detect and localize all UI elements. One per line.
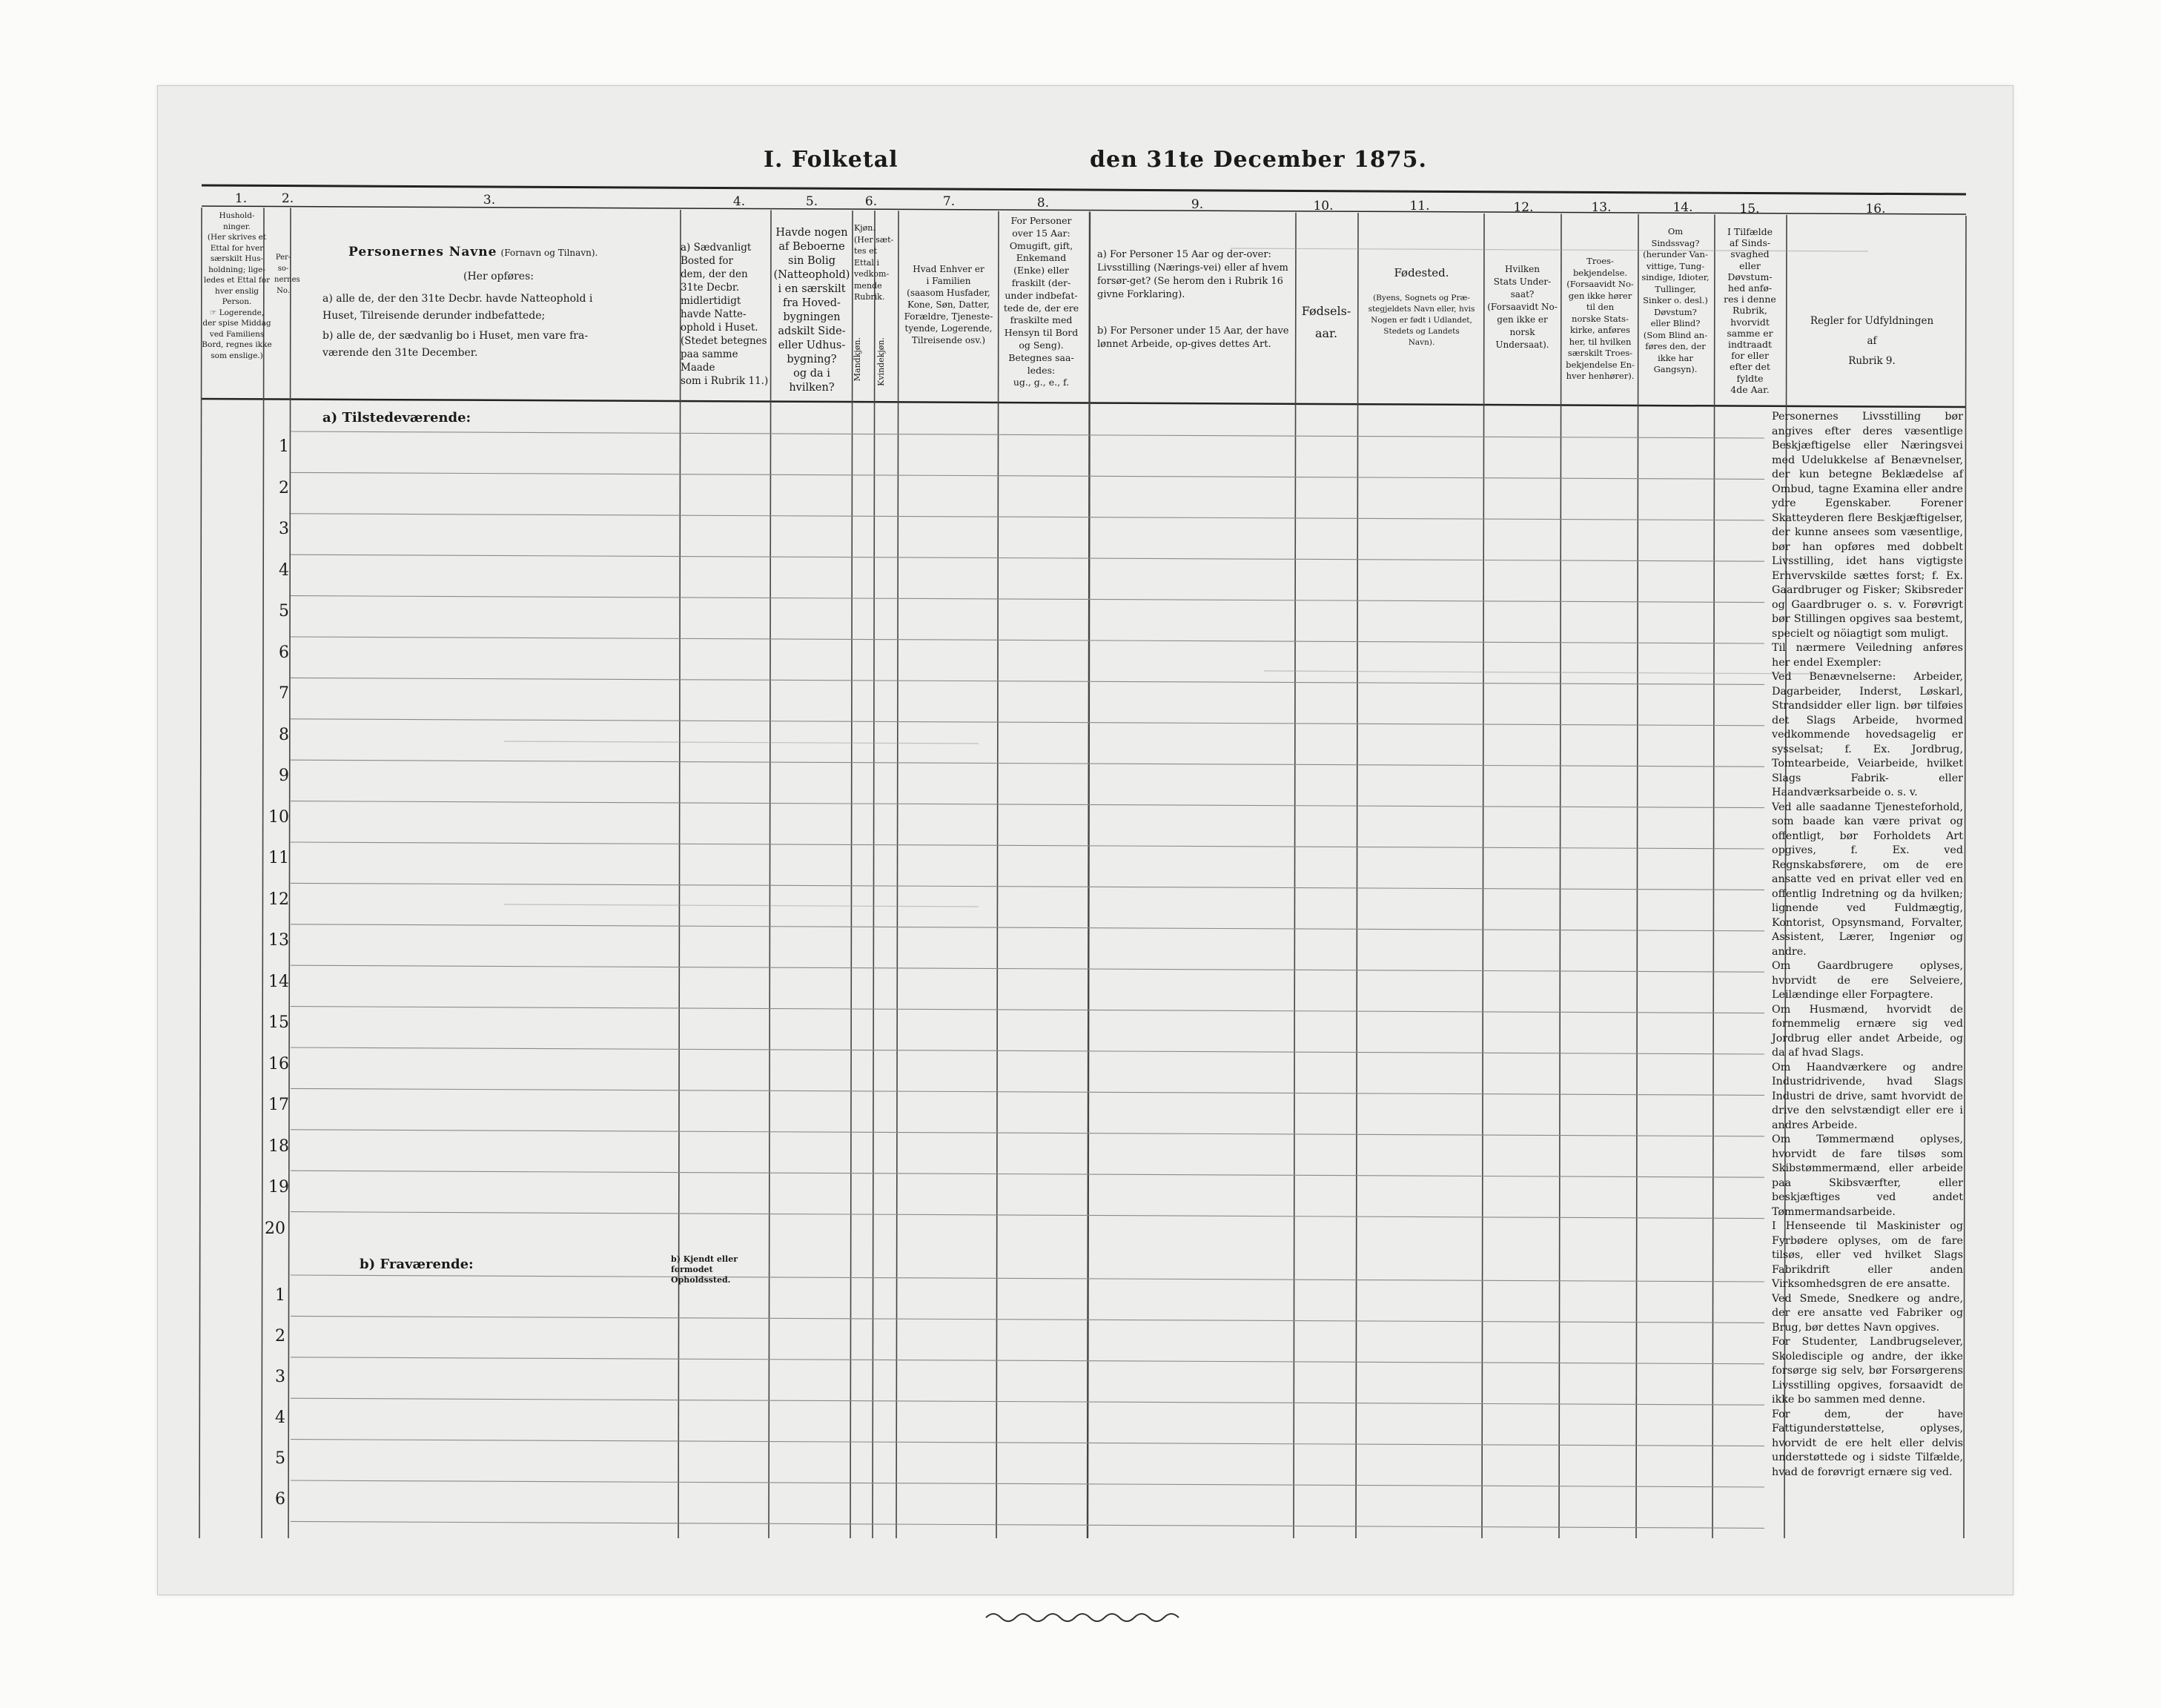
form-title-folketal: I. Folketal bbox=[764, 147, 899, 173]
column-rule bbox=[1712, 214, 1715, 1538]
column-rule bbox=[850, 211, 853, 1538]
row-rule bbox=[291, 1440, 1764, 1446]
row-number-present-18: 18 bbox=[268, 1137, 289, 1156]
column-rule bbox=[1559, 214, 1561, 1538]
row-rule bbox=[291, 1316, 1764, 1323]
row-number-present-8: 8 bbox=[279, 726, 289, 744]
row-number-present-19: 19 bbox=[268, 1178, 289, 1196]
header-col3-b: b) alle de, der sædvanlig bo i Huset, men vare fra-værende den 31te December. bbox=[322, 330, 589, 359]
colnum-4: 4. bbox=[732, 194, 746, 209]
column-rule bbox=[678, 210, 681, 1538]
row-rule bbox=[291, 760, 1764, 767]
header-col3-title-note: (Fornavn og Tilnavn). bbox=[500, 248, 598, 258]
row-rule bbox=[291, 1130, 1764, 1136]
section-absent: b) Fraværende: bbox=[360, 1257, 474, 1272]
row-number-absent-4: 4 bbox=[275, 1409, 285, 1427]
section-present: a) Tilstedeværende: bbox=[322, 410, 471, 426]
row-number-present-9: 9 bbox=[279, 767, 289, 785]
colnum-3: 3. bbox=[483, 193, 496, 208]
row-rule bbox=[291, 1357, 1764, 1364]
row-number-present-13: 13 bbox=[268, 931, 289, 950]
header-col3-title-row bbox=[348, 245, 598, 259]
row-rule bbox=[291, 801, 1764, 808]
absent-col4-note: b) Kjendt eller formodet Opholdssted. bbox=[671, 1254, 738, 1285]
row-rule bbox=[291, 1171, 1764, 1177]
column-rule bbox=[1964, 216, 1966, 1538]
colnum-12: 12. bbox=[1513, 200, 1534, 215]
rubric-9-instructions: Personernes Livsstilling bør angives efter deres væsentlige Beskjæftigelse eller Næringsvei med Udelukkelse af Benævnelser, der kun betegne Beklædelse af Ombud, tagne Examina eller andre ydre Egenskaber. Forener Skatteyderen flere Beskjæftigelser, der kunne ansees som væsentlige, bør han opføres med dobbelt Livsstilling, idet hans vigtigste Erhvervskilde sættes forst; f. Ex. Gaardbruger og Fisker; Skibsreder og Gaardbruger o. s. v. Forøvrigt bør Stillingen opgives saa bestemt, specielt og nöiagtigt som muligt. Til nærmere Veiledning anføres her endel Exempler: Ved Benævnelserne: Arbeider, Dagarbeider, Inderst, Løskarl, Strandsidder eller lign. bør tilføies det Slags Arbeide, hvormed vedkommende hovedsagelig er sysselsat; f. Ex. Jordbrug, Tomtearbeide, Veiarbeide, hvilket Slags Fabrik- eller Haandværksarbeide o. s. v. Ved alle saadanne Tjenesteforhold, som baade kan være privat og offentligt, bør Forholdets Art opgives, f. Ex. ved Regnskabsførere, om de ere ansatte ved en privat eller ved en offentlig Indretning og da hvilken; lignende ved Fuldmægtig, Kontorist, Opsynsmand, Forvalter, Assistent, Lærer, Ingeniør og andre. Om Gaardbrugere oplyses, hvorvidt de ere Selveiere, Leilændinge eller Forpagtere. Om Husmænd, hvorvidt de fornemmelig ernære sig ved Jordbrug eller andet Arbeide, og da af hvad Slags. Om Haandværkere og andre Industridrivende, hvad Slags Industri de drive, samt hvorvidt de drive den selvstændigt eller ere i andres Arbeide. Om Tømmermænd oplyses, hvorvidt de fare tilsøs som Skibstømmermænd, eller arbeide paa Skibsværfter, eller beskjæftiges ved andet Tømmermandsarbeide. I Henseende til Maskinister og Fyrbødere oplyses, om de fare tilsøs, eller ved hvilket Slags Fabrikdrift eller anden Virksomhedsgren de ere ansatte. Ved Smede, Snedkere og andre, der ere ansatte ved Fabriker og Brug, bør dettes Navn opgives. For Studenter, Landbrugselever, Skoledisciple og andre, der ikke forsørge sig selv, bør Forsørgerens Livsstilling opgives, forsaavidt de ikke bo sammen med denne. For dem, der have Fattigunderstøttelse, oplyses, hvorvidt de ere helt eller delvis understøttede og i sidste Tilfælde, hvad de forøvrigt ernære sig ved. bbox=[1772, 411, 1963, 1478]
row-number-absent-2: 2 bbox=[275, 1327, 285, 1345]
colnum-16: 16. bbox=[1865, 202, 1886, 216]
row-rule bbox=[291, 431, 1764, 438]
row-number-present-4: 4 bbox=[279, 561, 289, 580]
colnum-14: 14. bbox=[1672, 200, 1693, 215]
header-col13-faith: Troes- bekjendelse. (Forsaavidt No- gen ikke hører til den norske Stats- kirke, anføres her, til hvilken særskilt Troes- bekjendelse En- hver henhører). bbox=[1566, 256, 1635, 381]
colnum-7: 7. bbox=[942, 194, 956, 209]
row-number-absent-5: 5 bbox=[275, 1449, 285, 1468]
colnum-13: 13. bbox=[1591, 200, 1612, 215]
row-rule bbox=[291, 1521, 1764, 1528]
header-col11-birthplace: (Byens, Sognets og Præ- stegjeldets Navn eller, hvis Nogen er født i Udlandet, Stedets og Landets Navn). bbox=[1368, 294, 1475, 347]
form-title-date: den 31te December 1875. bbox=[1090, 147, 1427, 173]
header-col9-occupation-a: a) For Personer 15 Aar og der-over: Livsstilling (Nærings-vei) eller af hvem forsør-get? (Se herom den i Rubrik 16 givne Forklaring). bbox=[1097, 249, 1288, 300]
row-rule bbox=[291, 637, 1764, 643]
row-number-present-5: 5 bbox=[279, 602, 289, 620]
column-rule bbox=[769, 211, 771, 1538]
header-col6-male: Mandkjøn. bbox=[853, 337, 862, 382]
header-bottom-rule bbox=[202, 399, 1966, 407]
row-rule bbox=[291, 965, 1764, 972]
row-rule bbox=[291, 1088, 1764, 1095]
row-number-absent-3: 3 bbox=[275, 1368, 285, 1386]
pen-flourish bbox=[986, 1614, 1179, 1621]
colnum-6: 6. bbox=[864, 194, 878, 209]
colnum-8: 8. bbox=[1036, 196, 1050, 211]
row-number-present-10: 10 bbox=[268, 808, 289, 827]
header-col10-birth-year: Fødsels- aar. bbox=[1301, 304, 1351, 340]
row-rule bbox=[291, 719, 1764, 726]
row-number-present-12: 12 bbox=[268, 890, 289, 909]
header-col3-title: Personernes Navne bbox=[348, 245, 497, 259]
header-col16-rules: Regler for Udfyldningen af Rubrik 9. bbox=[1810, 315, 1934, 367]
colnum-15: 15. bbox=[1739, 202, 1760, 216]
column-rule bbox=[1294, 213, 1296, 1538]
row-number-absent-1: 1 bbox=[275, 1286, 285, 1305]
colnum-2: 2. bbox=[281, 191, 294, 206]
column-rule bbox=[199, 208, 202, 1538]
column-rule bbox=[288, 208, 291, 1538]
header-col4-residence: a) Sædvanligt Bosted for dem, der den 31te Decbr. midlertidigt havde Natte- ophold i Huset. (Stedet betegnes paa samme Maade som i Rubrik 11.) bbox=[681, 242, 769, 387]
row-rule bbox=[291, 1007, 1764, 1013]
header-col9-occupation-b: b) For Personer under 15 Aar, der have lønnet Arbeide, op-gives dettes Art. bbox=[1097, 325, 1289, 350]
row-rule bbox=[291, 883, 1764, 890]
row-rule bbox=[291, 842, 1764, 849]
row-number-present-7: 7 bbox=[279, 684, 289, 703]
row-rule bbox=[291, 1047, 1764, 1054]
header-col15-onset: I Tilfælde af Sinds- svaghed eller Døvstum- hed anfø- res i denne Rubrik, hvorvidt samme er indtraadt for eller efter det fyldte 4de Aar. bbox=[1724, 226, 1776, 395]
colnum-11: 11. bbox=[1409, 199, 1430, 214]
header-col8-marital: For Personer over 15 Aar: Omugift, gift, Enkemand (Enke) eller fraskilt (der- under indbefat- tede de, der ere fraskilte med Hensyn til Bord og Seng). Betegnes saa- ledes: ug., g., e., f. bbox=[1003, 215, 1079, 388]
row-rule bbox=[291, 1275, 1764, 1282]
header-col11-title: Fødested. bbox=[1394, 266, 1449, 279]
header-col7-family-role: Hvad Enhver er i Familien (saasom Husfader, Kone, Søn, Datter, Forældre, Tjeneste- tyende, Logerende, Tilreisende osv.) bbox=[904, 264, 993, 345]
column-rule bbox=[1482, 214, 1484, 1538]
row-number-present-16: 16 bbox=[268, 1055, 289, 1073]
row-rule bbox=[291, 472, 1764, 479]
row-number-present-1: 1 bbox=[279, 437, 289, 456]
row-number-present-20: 20 bbox=[265, 1219, 285, 1238]
row-rule bbox=[291, 555, 1764, 561]
row-rule bbox=[291, 1398, 1764, 1405]
colnum-1: 1. bbox=[234, 191, 248, 206]
column-rule bbox=[996, 211, 999, 1538]
row-rule bbox=[291, 596, 1764, 603]
row-rule bbox=[291, 1212, 1764, 1219]
row-number-present-6: 6 bbox=[279, 643, 289, 662]
header-col3-sub: (Her opføres: bbox=[463, 271, 534, 282]
header-col12-citizenship: Hvilken Stats Under- saat? (Forsaavidt No- gen ikke er norsk Undersaat). bbox=[1487, 264, 1558, 350]
header-col6-female: Kvindekjøn. bbox=[876, 337, 886, 386]
header-col3-a: a) alle de, der den 31te Decbr. havde Natteophold i Huset, Tilreisende derunder indbefattede; bbox=[322, 293, 593, 322]
row-number-present-3: 3 bbox=[279, 520, 289, 538]
header-col14-disability: Om Sindssvag? (herunder Van- vittige, Tung- sindige, Idioter, Tullinger, Sinker o. desl.) Døvstum? eller Blind? (Som Blind an- føres den, der ikke har Gangsyn). bbox=[1641, 226, 1710, 374]
colnum-10: 10. bbox=[1313, 199, 1334, 214]
header-col2-person-no: Per- so- nernes No. bbox=[274, 254, 300, 295]
column-rule bbox=[1088, 212, 1090, 1538]
row-number-present-17: 17 bbox=[268, 1096, 289, 1114]
row-rule bbox=[291, 1480, 1764, 1487]
top-rule bbox=[202, 185, 1966, 194]
colnum-9: 9. bbox=[1191, 197, 1204, 212]
column-rule bbox=[1356, 213, 1358, 1538]
row-rule bbox=[291, 514, 1764, 520]
row-number-absent-6: 6 bbox=[275, 1490, 285, 1509]
row-number-present-15: 15 bbox=[268, 1013, 289, 1032]
header-col6-sex: Kjøn. (Her sæt- tes et Ettal i vedkom- mende Rubrik. bbox=[854, 223, 894, 302]
header-col1-households: Hushold- ninger. (Her skrives et Ettal for hver særskilt Hus- holdning; lige- ledes et Ettal for hver enslig Person. ☞ Logerende, der spise Middag ved Familiens Bord, regnes ikke som enslige.) bbox=[202, 211, 272, 360]
row-rule bbox=[291, 924, 1764, 931]
row-number-present-11: 11 bbox=[268, 849, 289, 867]
row-number-present-14: 14 bbox=[268, 973, 289, 991]
column-rule bbox=[896, 211, 899, 1538]
column-rule bbox=[873, 211, 875, 1538]
column-rule bbox=[1636, 214, 1638, 1538]
header-col5-building: Havde nogen af Beboerne sin Bolig (Natteophold) i en særskilt fra Hoved- bygningen adskilt Side- eller Udhus- bygning? og da i hvilken? bbox=[773, 227, 850, 394]
colnum-5: 5. bbox=[805, 194, 818, 209]
row-rule bbox=[291, 678, 1764, 684]
row-number-present-2: 2 bbox=[279, 479, 289, 497]
